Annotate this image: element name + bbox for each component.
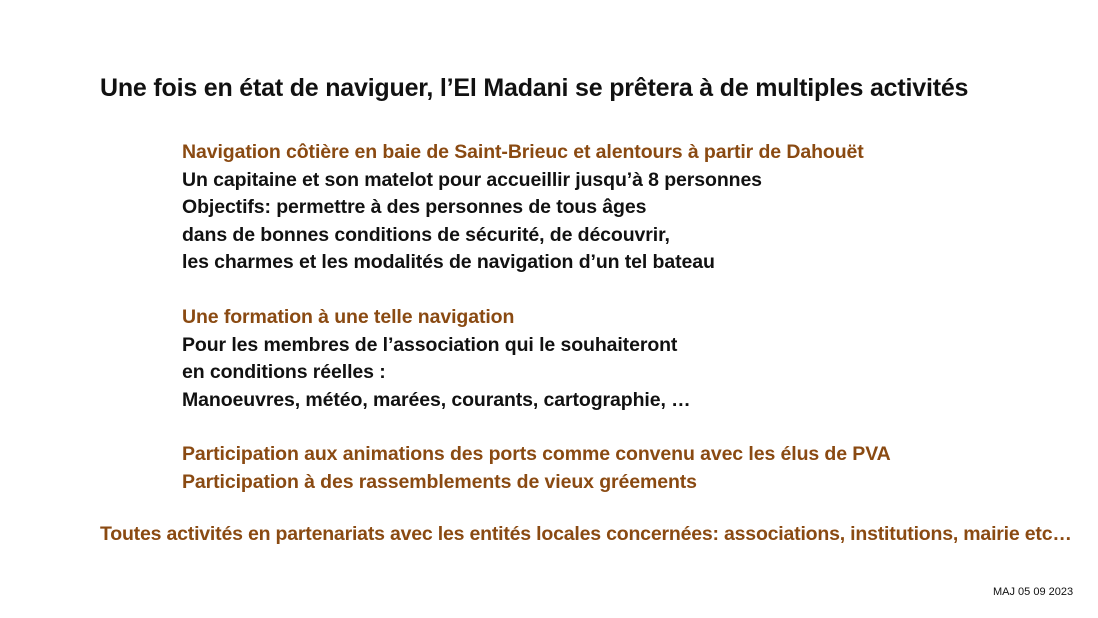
section-heading-gatherings: Participation à des rassemblements de vieux gréements: [182, 470, 697, 493]
section-line: Pour les membres de l’association qui le souhaiteront: [182, 333, 678, 356]
section-training: [182, 304, 690, 414]
section-line: Manoeuvres, météo, marées, courants, cartographie, …: [182, 388, 691, 411]
section-line: les charmes et les modalités de navigation d’un tel bateau: [182, 251, 715, 273]
closing-statement: Toutes activités en partenariats avec les entités locales concernées: associations, institutions, mairie etc…: [100, 523, 1072, 545]
slide-title: Une fois en état de naviguer, l’El Madani se prêtera à de multiples activités: [100, 74, 969, 102]
section-heading-coastal-navigation: Navigation côtière en baie de Saint-Brieuc et alentours à partir de Dahouët: [182, 141, 864, 163]
section-heading-training: Une formation à une telle navigation: [182, 306, 515, 328]
section-line: en conditions réelles :: [182, 361, 386, 383]
section-heading-port-animations: Participation aux animations des ports comme convenu avec les élus de PVA: [182, 443, 891, 465]
section-line: Objectifs: permettre à des personnes de tous âges: [182, 196, 647, 218]
section-coastal-navigation: [182, 139, 864, 277]
section-line: Un capitaine et son matelot pour accueillir jusqu’à 8 personnes: [182, 168, 762, 191]
update-date: MAJ 05 09 2023: [993, 586, 1074, 598]
section-port-events: [182, 441, 891, 496]
section-line: dans de bonnes conditions de sécurité, de découvrir,: [182, 223, 670, 246]
